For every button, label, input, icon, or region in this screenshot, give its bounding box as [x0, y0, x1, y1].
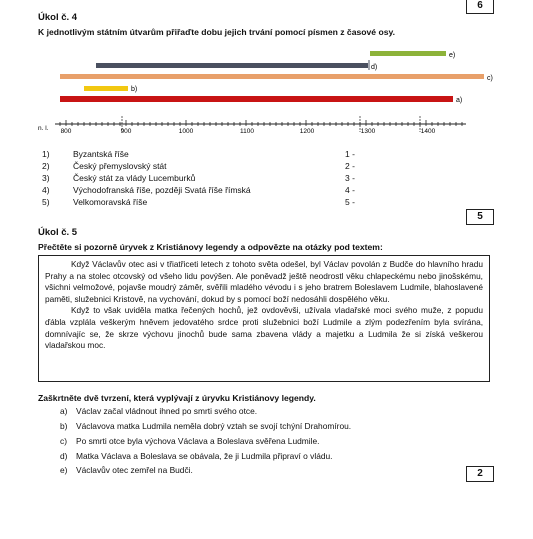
timeline-bar-b	[84, 86, 128, 91]
timeline-tick-labels	[61, 128, 436, 135]
state-name: Východofranská říše, později Svatá říše římská	[73, 185, 251, 195]
timeline-chart	[0, 0, 533, 140]
timeline-axis-ticks	[60, 120, 462, 126]
option-letter: b)	[60, 421, 68, 431]
timeline-bar-c-label: c)	[487, 75, 493, 82]
option-text: Po smrti otce byla výchova Václava a Boleslava svěřena Ludmile.	[76, 436, 320, 446]
option-text: Václav začal vládnout ihned po smrti svého otce.	[76, 406, 258, 416]
task5-question: Zaškrtněte dvě tvrzení, která vyplývají z úryvku Kristiánovy legendy.	[38, 393, 316, 403]
task5-score: 5	[477, 211, 483, 222]
timeline-bar-a	[60, 96, 453, 102]
timeline-bar-a-label: a)	[456, 97, 463, 104]
answer-slot-2[interactable]: 2 -	[345, 161, 355, 171]
tick-label-1400: 1400	[420, 128, 436, 135]
option-text: Václavův otec zemřel na Budči.	[76, 465, 193, 475]
task5-score-2: 2	[477, 468, 483, 479]
option-letter: a)	[60, 406, 68, 416]
state-num: 3)	[42, 173, 50, 183]
timeline-bar-e	[370, 51, 446, 56]
state-num: 4)	[42, 185, 50, 195]
task5-title: Úkol č. 5	[38, 227, 78, 238]
state-name: Český stát za vlády Lucemburků	[73, 173, 196, 183]
timeline-bar-d-label: d)	[371, 64, 378, 71]
state-num: 1)	[42, 149, 50, 159]
task4-title: Úkol č. 4	[38, 12, 78, 23]
answer-slot-4[interactable]: 4 -	[345, 185, 355, 195]
legend-passage	[38, 255, 490, 382]
passage-paragraph-1: Když Václavův otec asi v třiatřiceti letech z tohoto světa odešel, byl Václav povolán z Budče do hlavního hradu Prahy a na stolec otcovský od všeho lidu povýšen. Ale poněvadž ještě neodrostl věku chlapeckému nebo jinošskému, všichni velmožové, pojavše moudrý záměr, svěřili mladého vévodu i s jeho bratrem Boleslavem Ludmile, blahoslavené paměti, služebnici Kristově, na vychování, dokud by s pomocí boží nedosáhli dospělého věku.	[45, 259, 483, 304]
tick-label-1100: 1100	[240, 128, 254, 135]
task5-instruction: Přečtěte si pozorně úryvek z Kristiánovy legendy a odpovězte na otázky pod textem:	[38, 242, 383, 252]
tick-label-1200: 1200	[299, 128, 315, 135]
task5-score-box	[466, 209, 494, 225]
passage-paragraph-2: Když to však uviděla matka řečených hochů, jež ovdověvši, užívala vladařské moci svého muže, z popudu ďábla vzplála veškerým hněvem jedovatého srdce proti služebnici boží Ludmile a zlým podezřením byla svírána, domnívajíc se, že skrze výchovu jinochů bude sama zbavena vlády a majetku a Ludmila že si získá veškerou vladařskou moc.	[45, 305, 483, 351]
answer-slot-1[interactable]: 1 -	[345, 149, 355, 159]
option-text: Václavova matka Ludmila neměla dobrý vztah se svojí tchýní Drahomírou.	[76, 421, 352, 431]
task4-instruction: K jednotlivým státním útvarům přiřaďte dobu jejich trvání pomocí písmen z časové osy.	[38, 27, 396, 37]
option-letter: c)	[60, 436, 67, 446]
answer-slot-3[interactable]: 3 -	[345, 173, 355, 183]
task5-score-box-2	[466, 466, 494, 482]
state-name: Český přemyslovský stát	[73, 161, 167, 171]
state-num: 5)	[42, 197, 50, 207]
option-text: Matka Václava a Boleslava se obávala, že ji Ludmila připraví o vládu.	[76, 451, 333, 461]
tick-label-1300: 1300	[360, 128, 376, 135]
timeline-bar-b-label: b)	[131, 86, 138, 93]
timeline-bar-d	[96, 63, 368, 68]
option-letter: e)	[60, 465, 68, 475]
answer-slot-5[interactable]: 5 -	[345, 197, 355, 207]
state-name: Velkomoravská říše	[73, 197, 148, 207]
state-name: Byzantská říše	[73, 149, 129, 159]
timeline-bar-c	[60, 74, 484, 79]
timeline-axis-label: n. l.	[38, 125, 49, 132]
task4-score: 6	[477, 0, 483, 11]
timeline-bar-e-label: e)	[449, 52, 456, 59]
tick-label-900: 900	[120, 128, 132, 135]
option-letter: d)	[60, 451, 68, 461]
tick-label-1000: 1000	[178, 128, 194, 135]
tick-label-800: 800	[60, 128, 72, 135]
state-num: 2)	[42, 161, 50, 171]
